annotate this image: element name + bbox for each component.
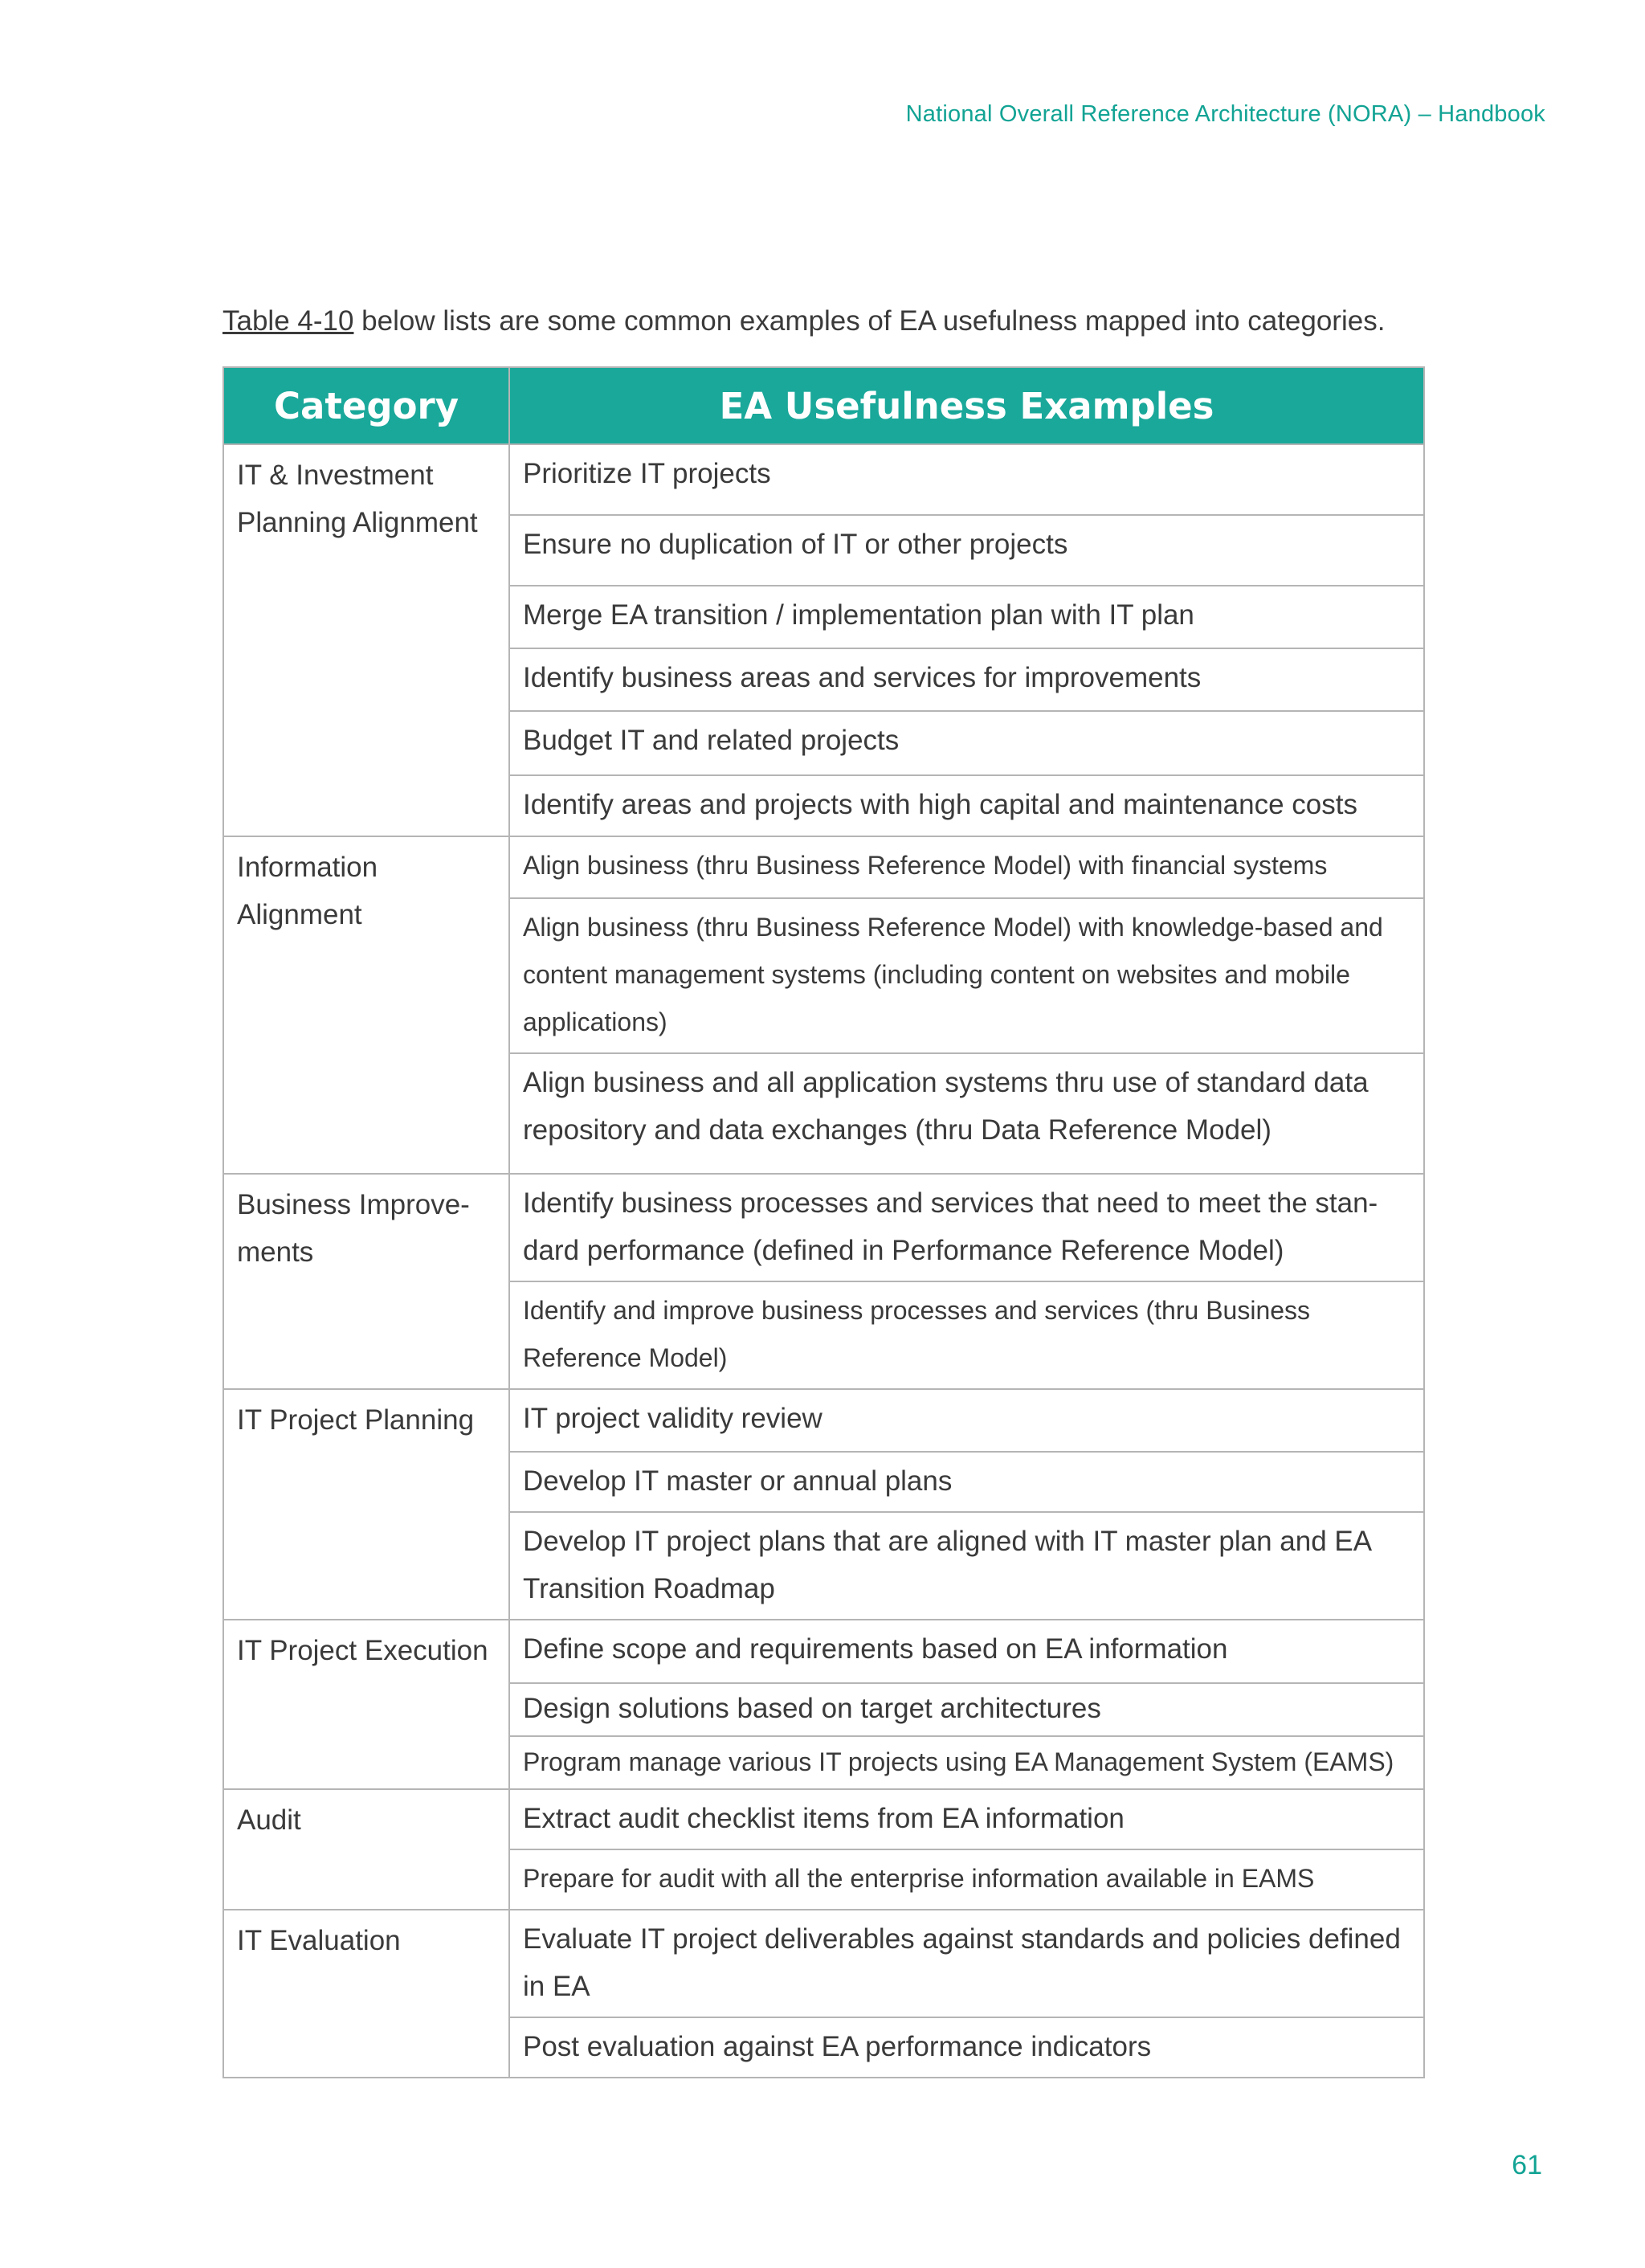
table-row <box>223 1174 1424 1281</box>
table-row <box>223 1910 1424 2017</box>
example-cell: IT project validity review <box>509 1389 1424 1452</box>
table-row <box>223 444 1424 515</box>
header-category: Category <box>223 367 509 444</box>
example-cell: Align business (thru Business Reference Model) with knowledge-based and content management systems (including content on websites and mobile applications) <box>509 898 1424 1053</box>
example-cell: Align business (thru Business Reference Model) with financial systems <box>509 836 1424 898</box>
example-cell: Identify areas and projects with high capital and maintenance costs <box>509 775 1424 836</box>
example-cell: Develop IT project plans that are aligned with IT master plan and EA Transition Roadmap <box>509 1512 1424 1620</box>
example-cell: Ensure no duplication of IT or other projects <box>509 515 1424 586</box>
example-cell: Budget IT and related projects <box>509 711 1424 775</box>
category-cell: IT Evaluation <box>223 1910 509 2078</box>
example-cell: Evaluate IT project deliverables against standards and policies defined in EA <box>509 1910 1424 2017</box>
intro-text: below lists are some common examples of EA usefulness mapped into categories. <box>353 305 1386 337</box>
example-cell: Develop IT master or annual plans <box>509 1452 1424 1512</box>
table-reference-link[interactable]: Table 4-10 <box>222 305 354 337</box>
example-cell: Define scope and requirements based on EA information <box>509 1620 1424 1683</box>
example-cell: Identify business processes and services that need to meet the stan-dard performance (defined in Performance Reference Model) <box>509 1174 1424 1281</box>
example-cell: Identify business areas and services for improvements <box>509 648 1424 711</box>
running-header: National Overall Reference Architecture (NORA) – Handbook <box>905 101 1545 127</box>
category-cell: Business Improve-ments <box>223 1174 509 1389</box>
intro-paragraph <box>222 305 1508 337</box>
table-row <box>223 1620 1424 1683</box>
ea-usefulness-table <box>222 366 1425 2078</box>
table-row <box>223 1389 1424 1452</box>
example-cell: Prepare for audit with all the enterprise information available in EAMS <box>509 1849 1424 1910</box>
category-cell: Audit <box>223 1789 509 1910</box>
example-cell: Identify and improve business processes and services (thru Business Reference Model) <box>509 1281 1424 1389</box>
example-cell: Align business and all application systems thru use of standard data repository and data exchanges (thru Data Reference Model) <box>509 1053 1424 1174</box>
example-cell: Merge EA transition / implementation plan with IT plan <box>509 586 1424 648</box>
table-row <box>223 1789 1424 1849</box>
example-cell: Post evaluation against EA performance indicators <box>509 2017 1424 2078</box>
example-cell: Design solutions based on target architectures <box>509 1683 1424 1736</box>
example-cell: Extract audit checklist items from EA information <box>509 1789 1424 1849</box>
category-cell: Information Alignment <box>223 836 509 1174</box>
category-cell: IT & Investment Planning Alignment <box>223 444 509 836</box>
category-cell: IT Project Execution <box>223 1620 509 1789</box>
example-cell: Program manage various IT projects using EA Management System (EAMS) <box>509 1736 1424 1789</box>
table-row <box>223 836 1424 898</box>
example-cell: Prioritize IT projects <box>509 444 1424 515</box>
category-cell: IT Project Planning <box>223 1389 509 1620</box>
table-header-row <box>223 367 1424 444</box>
header-examples: EA Usefulness Examples <box>509 367 1424 444</box>
page-number: 61 <box>1512 2150 1542 2180</box>
